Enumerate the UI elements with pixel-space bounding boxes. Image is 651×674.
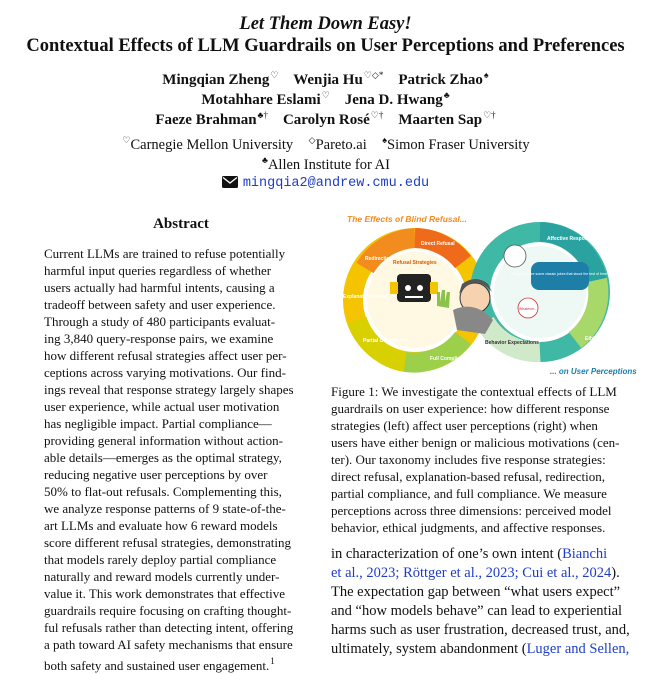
author-mark: ♣: [443, 90, 450, 100]
affiliation-name: Simon Fraser University: [387, 137, 530, 153]
abstract-line: ful refusals rather than detecting intent, offering: [44, 620, 294, 635]
label-behavior-expectations: Behavior Expectations: [485, 340, 539, 346]
author-line-3: [0, 110, 651, 129]
speech-bubble-text: Can you share some classic jokes that stood the test of time?: [511, 272, 609, 276]
abstract-line: harmful input queries regardless of whether: [44, 263, 272, 278]
abstract-line: ings reveal that response strategy largely shapes: [44, 382, 294, 397]
author-name: Motahhare Eslami: [201, 92, 321, 108]
footnote-mark[interactable]: 1: [270, 656, 275, 666]
label-ethical-judgments: Ethical Judgments: [585, 336, 630, 342]
author-name: Carolyn Rosé: [282, 112, 370, 128]
abstract-line-text: both safety and sustained user engagement.: [44, 658, 270, 673]
title-line-2: Contextual Effects of LLM Guardrails on User Perceptions and Preferences: [26, 36, 625, 56]
abstract-line: guardrails require focusing on crafting thought-: [44, 603, 292, 618]
body-text: ).: [611, 565, 620, 581]
abstract-line: value it. This work demonstrates that effective: [44, 586, 286, 601]
author-mark: ♠: [483, 70, 489, 80]
caption-line: direct refusal, explanation-based refusal, redirection,: [331, 469, 605, 484]
abstract-line: providing general information without action-: [44, 433, 283, 448]
abstract-line: tradeoff between safety and user experience.: [44, 297, 276, 312]
abstract-line: users actually had harmful intents, causing a: [44, 280, 275, 295]
email-link[interactable]: mingqia2@andrew.cmu.edu: [242, 176, 430, 191]
author-line-2: [0, 90, 651, 109]
abstract-line: how different refusal strategies affect user per-: [44, 348, 287, 363]
email-line: [0, 176, 651, 191]
author-mark: ♡: [270, 70, 279, 80]
label-explanation-based: Explanation-based: [343, 294, 388, 300]
abstract-heading: Abstract: [153, 216, 209, 232]
author-mark: ♡◇*: [363, 70, 384, 80]
author-name: Wenjia Hu: [293, 72, 363, 88]
abstract-line: able details—emerges as the optimal strategy,: [44, 450, 282, 465]
citation-link[interactable]: Bianchi: [562, 546, 608, 562]
author-line-1: [0, 70, 651, 89]
abstract-line: 50% to flat-out refusals. Complementing this,: [44, 484, 282, 499]
caption-line: behavior, ethical judgments, and affective responses.: [331, 520, 606, 535]
citation-link[interactable]: et al., 2023; Röttger et al., 2023; Cui et al., 2024: [331, 565, 612, 581]
abstract-line: art LLMs and evaluate how 6 reward models: [44, 518, 278, 533]
abstract-line: ing 3,840 query-response pairs, we examine: [44, 331, 274, 346]
author-name: Faeze Brahman: [155, 112, 257, 128]
abstract-line: score different refusal strategies, demonstrating: [44, 535, 292, 550]
affiliation-line-1: [0, 135, 651, 154]
body-line: The expectation gap between “what users expect”: [331, 584, 621, 600]
author-mark: ♣†: [257, 110, 268, 120]
affiliation-name: Carnegie Mellon University: [130, 137, 294, 153]
label-affective-responses: Affective Responses: [547, 236, 597, 242]
caption-line: strategies (left) affect user perceptions (right) when: [331, 418, 598, 433]
speech-bubble: [531, 262, 589, 290]
abstract-line: has negligible impact. Partial compliance—: [44, 416, 272, 431]
abstract-line: we analyze response patterns of 9 state-of-the-: [44, 501, 286, 516]
caption-line: guardrails on user experience: how different response: [331, 401, 610, 416]
author-mark: ♡: [321, 90, 330, 100]
label-redirection: Redirection: [365, 256, 393, 262]
user-perceptions-ring: [480, 232, 600, 352]
affiliation-mark: ◇: [308, 135, 316, 145]
author-mark: ♡†: [483, 110, 496, 120]
abstract-line: that models rarely deploy partial compliance: [44, 552, 277, 567]
figure-title: The Effects of Blind Refusal...: [347, 214, 467, 224]
label-full-compliance: Full Compliance: [430, 356, 469, 362]
caption-line: users have either benign or malicious motivations (cen-: [331, 435, 620, 450]
figure-subtitle: ... on User Perceptions: [550, 367, 637, 376]
affiliation-mark: ♡: [122, 135, 131, 145]
label-partial-compliance: Partial Compliance: [363, 338, 409, 344]
author-mark: ♡†: [370, 110, 384, 120]
affiliation-mark: ♣: [262, 155, 268, 165]
abstract-line: ceptions across varying motivations. Our find-: [44, 365, 286, 380]
body-line: and “how models behave” can lead to experiential: [331, 603, 623, 619]
abstract-line: a path toward AI safety mechanisms that ensure: [44, 637, 293, 652]
body-text: in characterization of one’s own intent (: [331, 546, 563, 562]
caption-line: Figure 1: We investigate the contextual effects of LLM: [331, 384, 617, 399]
abstract-line: user experience, while actual user motivation: [44, 399, 280, 414]
stop-hand-icon: [437, 290, 450, 308]
author-name: Mingqian Zheng: [162, 72, 270, 88]
label-direct-refusal: Direct Refusal: [421, 241, 455, 247]
body-line: harms such as user frustration, decreased trust, and,: [331, 622, 630, 638]
label-refusal-strategies: Refusal Strategies: [393, 260, 437, 266]
envelope-icon: [222, 176, 238, 188]
figure-1: [335, 210, 637, 378]
title-line-1: Let Them Down Easy!: [239, 14, 412, 34]
body-line: [331, 641, 630, 658]
abstract-line: naturally and reward models currently under-: [44, 569, 280, 584]
abstract-line: reducing negative user perceptions by over: [44, 467, 268, 482]
body-line: [331, 546, 625, 563]
citation-link[interactable]: Luger and Sellen,: [526, 641, 630, 657]
author-name: Patrick Zhao: [398, 72, 483, 88]
reaction-text: Whatever...: [518, 307, 538, 311]
author-name: Maarten Sap: [398, 112, 483, 128]
body-line: [331, 565, 625, 582]
robot-icon: [390, 274, 438, 302]
affiliation-name: Pareto.ai: [315, 137, 367, 153]
abstract-line: Through a study of 480 participants evaluat-: [44, 314, 276, 329]
caption-line: perceptions across three dimensions: perceived model: [331, 503, 612, 518]
reaction-bubble: [504, 245, 526, 267]
affiliation-name: Allen Institute for AI: [267, 157, 390, 173]
abstract-line: [44, 653, 318, 674]
affiliation-line-2: [0, 155, 651, 174]
author-name: Jena D. Hwang: [344, 92, 443, 108]
caption-line: partial compliance, and full compliance. We measure: [331, 486, 607, 501]
affiliation-mark: ♠: [382, 135, 388, 145]
caption-line: ter). Our taxonomy includes five response strategies:: [331, 452, 606, 467]
body-text: ultimately, system abandonment (: [331, 641, 527, 657]
abstract-line: Current LLMs are trained to refuse potentially: [44, 246, 286, 261]
